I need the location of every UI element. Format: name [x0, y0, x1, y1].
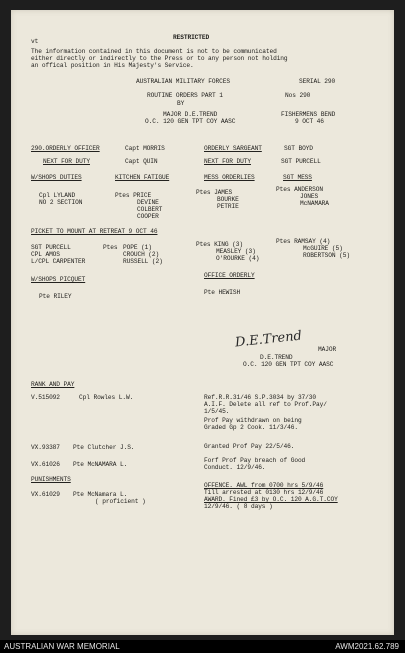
location: FISHERMENS BEND — [281, 111, 336, 118]
entry-detail: Ref.R.R.31/46 S.P.3034 by 37/30 — [204, 394, 317, 401]
entry-number: VX.93387 — [31, 444, 60, 451]
punishment-number: VX.61029 — [31, 491, 60, 498]
rank-pay-heading: RANK AND PAY — [31, 381, 75, 388]
no2-section: NO 2 SECTION — [39, 199, 83, 206]
entry-number: VX.61026 — [31, 461, 60, 468]
wshops-picquet-heading: W/SHOPS PICQUET — [31, 276, 86, 283]
signature-unit: O.C. 120 GEN TPT COY AASC — [243, 361, 334, 368]
orderly-officer-label: 290.ORDERLY OFFICER — [31, 145, 100, 152]
picket-nco: CPL AMOS — [31, 251, 60, 258]
next-duty-label-2: NEXT FOR DUTY — [204, 158, 251, 165]
footer-archive: AUSTRALIAN WAR MEMORIAL — [4, 642, 120, 651]
sgt-mess-heading: SGT MESS — [283, 174, 312, 181]
order-date: 9 OCT 46 — [295, 118, 324, 125]
next-duty-label-1: NEXT FOR DUTY — [43, 158, 90, 165]
picket-pte: MEASLEY (3) — [216, 248, 256, 255]
sgtmess-ptes: Ptes ANDERSON — [276, 186, 323, 193]
order-nos: Nos 290 — [285, 92, 311, 99]
entry-detail: Prof Pay withdrawn on being — [204, 417, 302, 424]
sgtmess-name: JONES — [300, 193, 319, 200]
punishment-detail: OFFENCE. AWL from 0700 hrs 5/9/46 — [204, 482, 324, 489]
entry-person: Cpl Rowles L.W. — [79, 394, 134, 401]
by-label: BY — [177, 100, 185, 107]
cpl-lyland: Cpl LYLAND — [39, 192, 76, 199]
entry-detail: Conduct. 12/9/46. — [204, 464, 266, 471]
forces-title: AUSTRALIAN MILITARY FORCES — [136, 78, 230, 85]
orderly-sergeant: SGT BOYD — [284, 145, 313, 152]
corner-mark: vt — [31, 38, 39, 45]
signature-name: D.E.TREND — [260, 354, 293, 361]
notice-line-2: either directly or indirectly to the Press or to any person not holding — [31, 55, 288, 62]
notice-line-3: an offical position in His Majesty's Service. — [31, 62, 194, 69]
restricted-heading: RESTRICTED — [173, 34, 210, 41]
notice-line-1: The information contained in this document is not to be communicated — [31, 48, 277, 55]
retreat-picket-heading: PICKET TO MOUNT AT RETREAT 9 OCT 46 — [31, 228, 158, 235]
signature-rank: MAJOR — [318, 346, 337, 353]
pte-riley: Pte RILEY — [39, 293, 72, 300]
kitchen-name: COLBERT — [137, 206, 163, 213]
punishment-detail: 12/9/46. ( 8 days ) — [204, 503, 273, 510]
sgtmess-name: McNAMARA — [300, 200, 329, 207]
picket-pte: ROBERTSON (5) — [303, 252, 350, 259]
picket-pte: CROUCH (2) — [123, 251, 160, 258]
mess-name: BOURKE — [217, 196, 239, 203]
kitchen-name: DEVINE — [137, 199, 159, 206]
entry-detail: Graded Gp 2 Cook. 11/3/46. — [204, 424, 298, 431]
entry-detail: Forf Prof Pay breach of Good — [204, 457, 306, 464]
kitchen-ptes: Ptes PRICE — [115, 192, 152, 199]
entry-person: Pte Clutcher J.S. — [73, 444, 135, 451]
orderly-officer: Capt MORRIS — [125, 145, 165, 152]
serial-number: SERIAL 290 — [299, 78, 336, 85]
picket-pte: POPE (1) — [123, 244, 152, 251]
picket-pte: McGUIRE (5) — [303, 245, 343, 252]
footer-bar — [0, 640, 405, 653]
entry-detail: A.I.F. Delete all ref to Prof.Pay/ — [204, 401, 327, 408]
picket-ptes-label: Ptes — [103, 244, 118, 251]
entry-number: V.515092 — [31, 394, 60, 401]
routine-orders: ROUTINE ORDERS PART 1 — [147, 92, 223, 99]
footer-accession-number: AWM2021.62.789 — [335, 642, 399, 651]
entry-detail: 1/5/45. — [204, 408, 230, 415]
punishment-proficient: ( proficient ) — [95, 498, 146, 505]
next-duty-2: SGT PURCELL — [281, 158, 321, 165]
major-name: MAJOR D.E.TREND — [163, 111, 218, 118]
punishment-detail: Till arrested at 0130 hrs 12/9/46 — [204, 489, 324, 496]
picket-pte: Ptes KING (3) — [196, 241, 243, 248]
orderly-sergeant-label: ORDERLY SARGEANT — [204, 145, 262, 152]
mess-name: PETRIE — [217, 203, 239, 210]
picket-nco: SGT PURCELL — [31, 244, 71, 251]
mess-ptes: Ptes JAMES — [196, 189, 233, 196]
mess-orderlies-heading: MESS ORDERLIES — [204, 174, 255, 181]
punishment-person: Pte McNamara L. — [73, 491, 128, 498]
wshops-duties-heading: W/SHOPS DUTIES — [31, 174, 82, 181]
next-duty-1: Capt QUIN — [125, 158, 158, 165]
kitchen-name: COOPER — [137, 213, 159, 220]
entry-detail: Granted Prof Pay 22/5/46. — [204, 443, 295, 450]
punishment-detail: AWARD. Fined £3 by O.C. 120 A.G.T.COY — [204, 496, 338, 503]
picket-pte: O'ROURKE (4) — [216, 255, 260, 262]
office-orderly-heading: OFFICE ORDERLY — [204, 272, 255, 279]
picket-pte: Ptes RAMSAY (4) — [276, 238, 331, 245]
oc-unit: O.C. 120 GEN TPT COY AASC — [145, 118, 236, 125]
picket-pte: RUSSELL (2) — [123, 258, 163, 265]
picket-nco: L/CPL CARPENTER — [31, 258, 86, 265]
kitchen-fatigue-heading: KITCHEN FATIGUE — [115, 174, 170, 181]
punishments-heading: PUNISHMENTS — [31, 476, 71, 483]
pte-hewish: Pte HEWISH — [204, 289, 241, 296]
entry-person: Pte McNAMARA L. — [73, 461, 128, 468]
document-sheet — [11, 10, 394, 635]
commander-signature: D.E.Trend — [234, 328, 303, 351]
